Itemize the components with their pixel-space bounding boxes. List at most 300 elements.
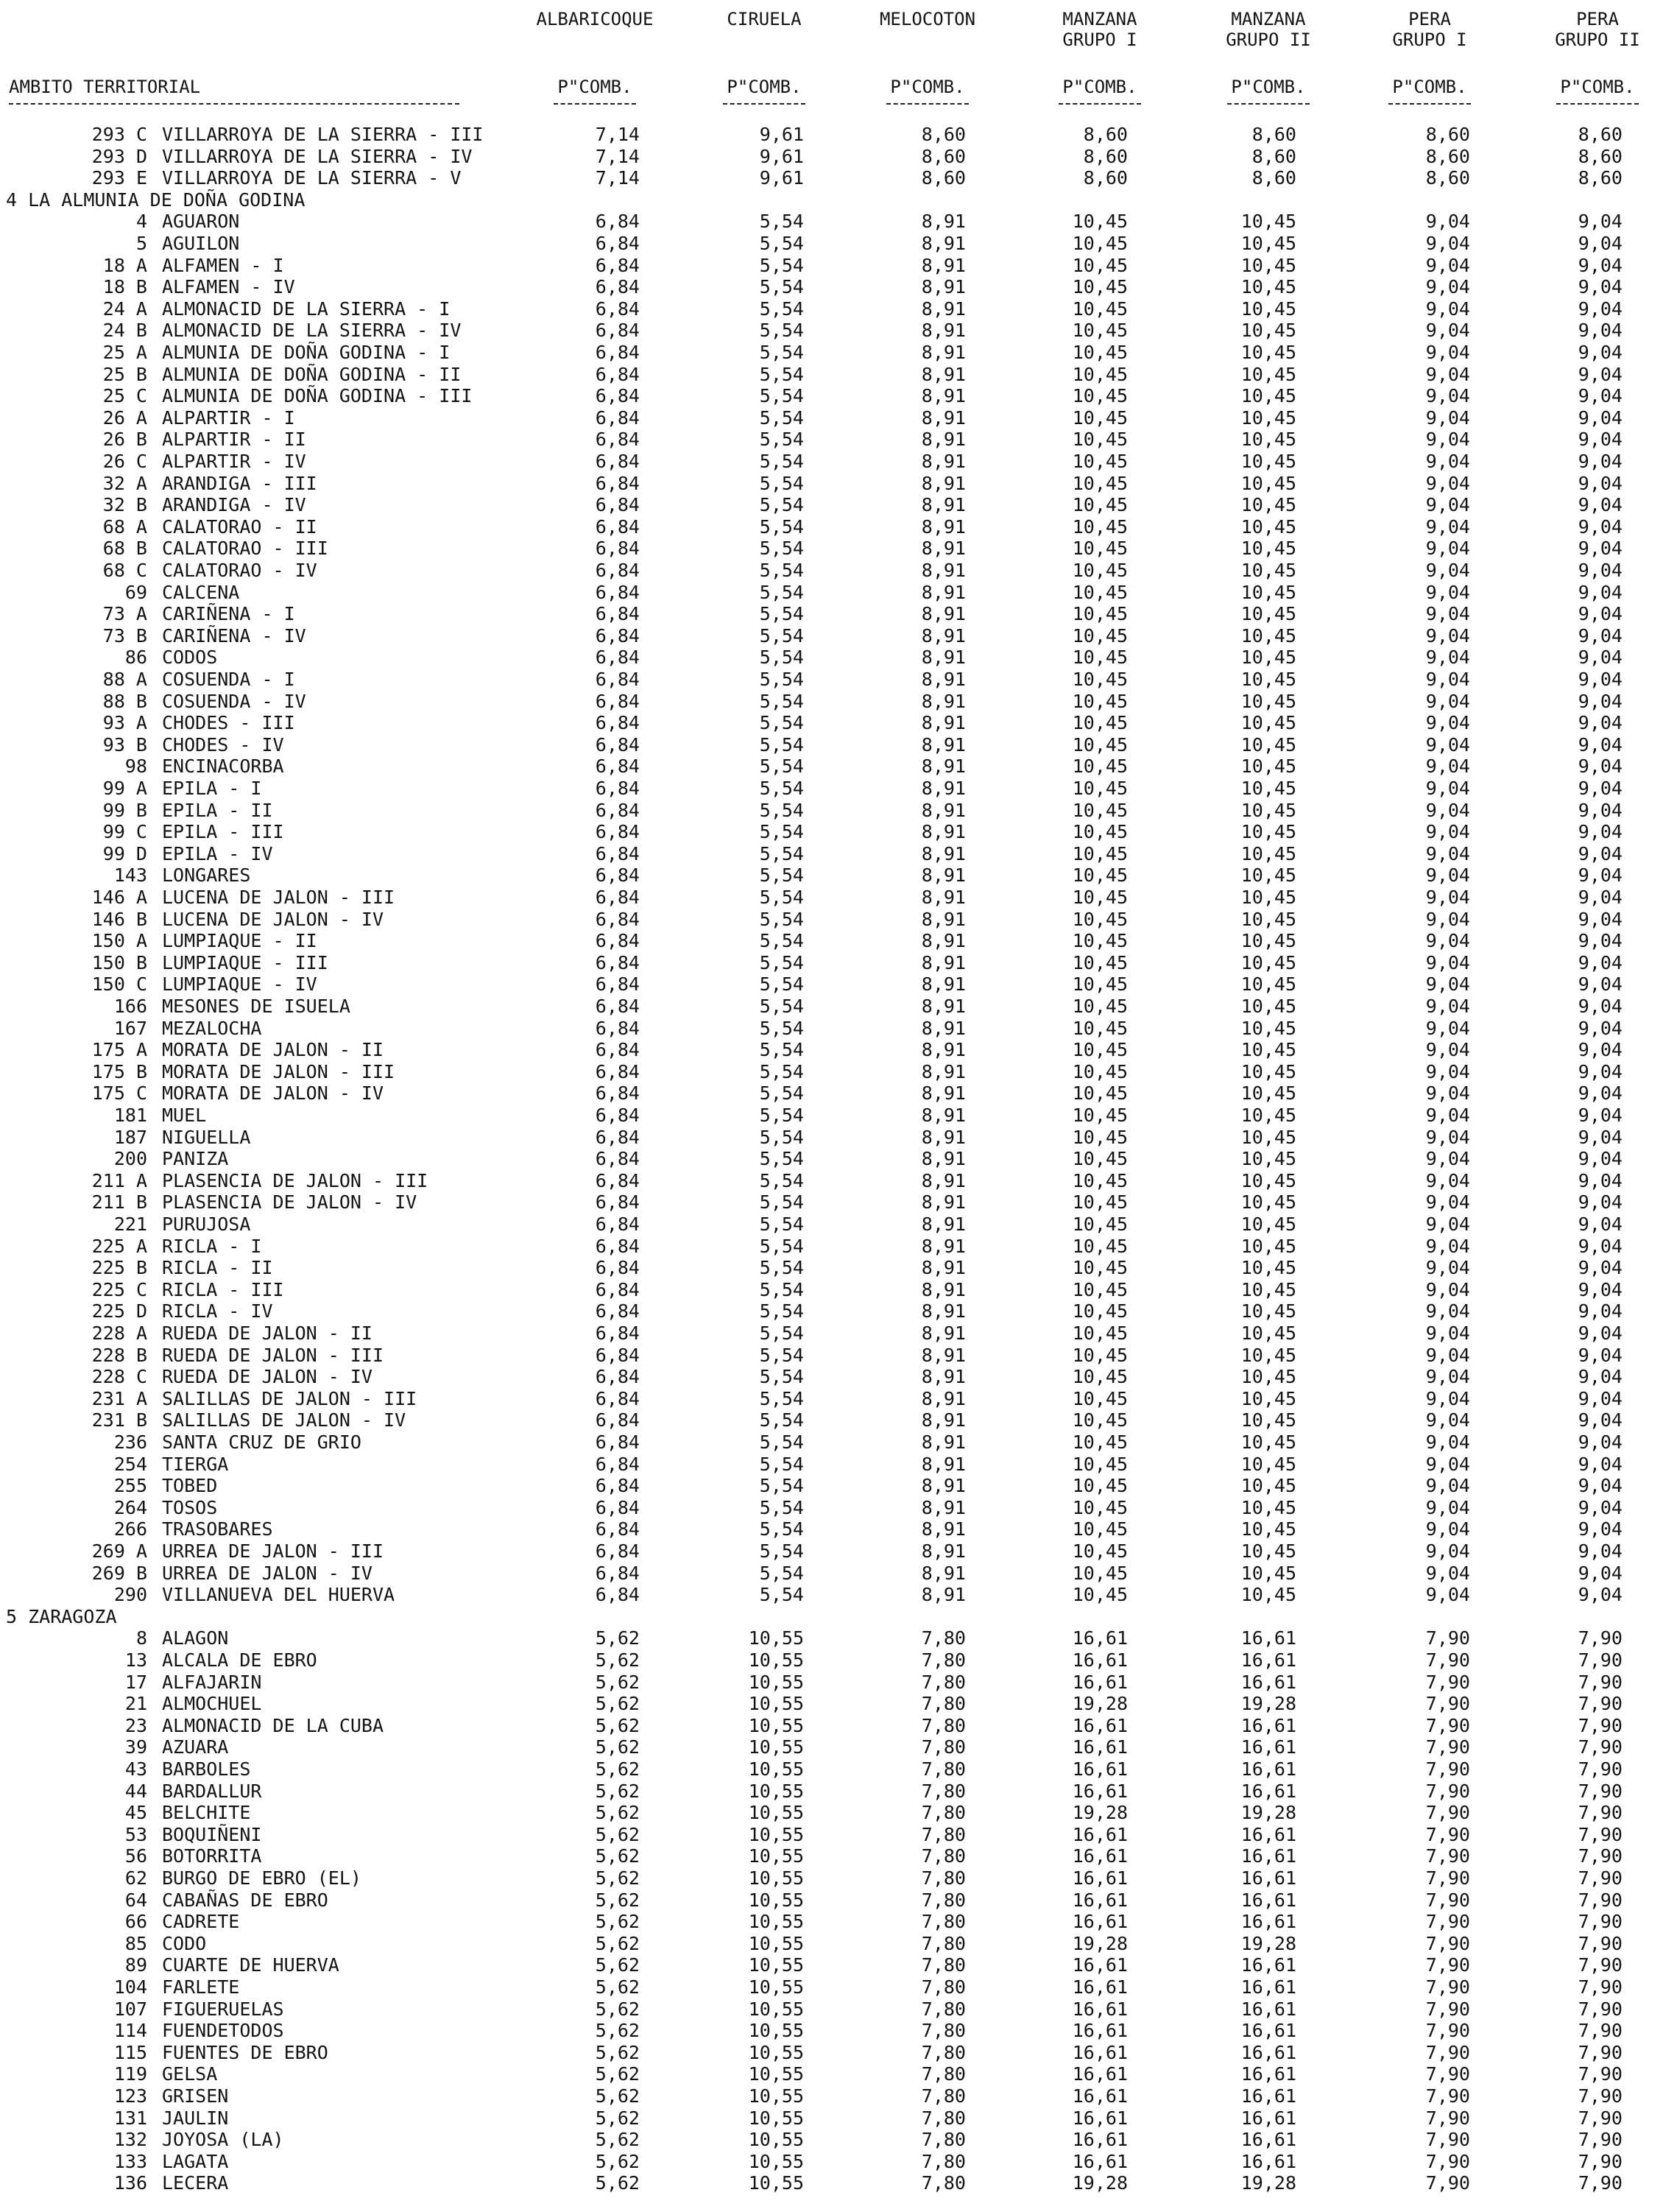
price-cell: 7,90 — [1578, 2085, 1623, 2107]
price-cell: 10,45 — [1240, 1388, 1296, 1409]
municipality-code: 136 — [113, 2172, 147, 2194]
municipality-name: MEZALOCHA — [162, 1018, 262, 1039]
price-cell: 8,91 — [921, 1257, 966, 1278]
price-cell: 7,90 — [1578, 2042, 1623, 2063]
price-cell: 6,84 — [595, 1475, 640, 1496]
price-cell: 16,61 — [1072, 1627, 1128, 1649]
municipality-code: 68 C — [102, 560, 147, 581]
price-cell: 6,84 — [595, 298, 640, 320]
price-cell: 19,28 — [1240, 1802, 1296, 1823]
price-cell: 10,45 — [1072, 603, 1128, 624]
price-cell: 5,54 — [759, 211, 804, 232]
price-cell: 7,90 — [1425, 1933, 1470, 1954]
price-cell: 5,54 — [759, 712, 804, 733]
municipality-code: 21 — [124, 1693, 147, 1714]
price-cell: 7,80 — [921, 2063, 966, 2085]
municipality-code: 8 — [135, 1627, 147, 1649]
price-cell: 6,84 — [595, 582, 640, 603]
price-cell: 10,45 — [1240, 973, 1296, 995]
price-cell: 10,55 — [748, 1627, 804, 1649]
price-cell: 9,04 — [1578, 342, 1623, 363]
price-cell: 10,45 — [1240, 1061, 1296, 1082]
territory-underline — [9, 103, 459, 105]
municipality-code: 293 E — [91, 167, 147, 189]
price-cell: 6,84 — [595, 1082, 640, 1104]
price-cell: 8,91 — [921, 1540, 966, 1562]
price-cell: 16,61 — [1240, 1780, 1296, 1802]
municipality-code: 115 — [113, 2042, 147, 2063]
price-cell: 9,04 — [1425, 1518, 1470, 1540]
price-cell: 9,04 — [1578, 1366, 1623, 1387]
municipality-code: 269 A — [91, 1540, 147, 1562]
municipality-name: ALPARTIR - I — [162, 407, 295, 429]
price-cell: 10,45 — [1072, 1518, 1128, 1540]
price-cell: 10,45 — [1240, 691, 1296, 712]
municipality-code: 25 B — [102, 364, 147, 385]
price-cell: 7,80 — [921, 1998, 966, 2020]
price-cell: 8,60 — [1083, 124, 1128, 145]
price-cell: 16,61 — [1072, 1736, 1128, 1758]
municipality-name: TIERGA — [162, 1454, 229, 1475]
price-cell: 8,91 — [921, 364, 966, 385]
price-cell: 10,45 — [1072, 451, 1128, 472]
municipality-name: RUEDA DE JALON - IV — [162, 1366, 373, 1387]
price-cell: 9,04 — [1578, 973, 1623, 995]
price-cell: 9,04 — [1578, 864, 1623, 886]
price-cell: 10,45 — [1240, 560, 1296, 581]
price-cell: 10,45 — [1240, 647, 1296, 668]
price-cell: 9,04 — [1578, 778, 1623, 799]
price-cell: 5,54 — [759, 734, 804, 755]
municipality-name: URREA DE JALON - IV — [162, 1563, 373, 1584]
price-cell: 8,91 — [921, 909, 966, 930]
price-cell: 9,04 — [1425, 342, 1470, 363]
price-cell: 8,60 — [1425, 124, 1470, 145]
municipality-name: LUCENA DE JALON - III — [162, 887, 395, 908]
price-cell: 9,04 — [1425, 734, 1470, 755]
price-cell: 9,04 — [1425, 930, 1470, 951]
price-cell: 5,54 — [759, 582, 804, 603]
price-cell: 8,91 — [921, 952, 966, 973]
price-cell: 9,04 — [1425, 1170, 1470, 1191]
price-cell: 6,84 — [595, 1214, 640, 1235]
price-cell: 6,84 — [595, 1148, 640, 1169]
municipality-code: 73 B — [102, 625, 147, 647]
price-cell: 5,54 — [759, 952, 804, 973]
price-cell: 9,04 — [1578, 1475, 1623, 1496]
price-cell: 10,45 — [1072, 1366, 1128, 1387]
price-cell: 9,04 — [1578, 1431, 1623, 1453]
price-cell: 9,04 — [1425, 298, 1470, 320]
price-cell: 7,80 — [921, 1649, 966, 1671]
price-cell: 8,91 — [921, 1388, 966, 1409]
price-cell: 9,04 — [1425, 473, 1470, 494]
price-cell: 9,04 — [1578, 691, 1623, 712]
municipality-code: 88 B — [102, 691, 147, 712]
price-cell: 10,55 — [748, 1954, 804, 1976]
price-cell: 9,04 — [1425, 211, 1470, 232]
price-cell: 7,90 — [1425, 1845, 1470, 1867]
price-cell: 9,04 — [1578, 669, 1623, 690]
price-cell: 9,04 — [1425, 1584, 1470, 1605]
municipality-name: BARBOLES — [162, 1758, 251, 1780]
municipality-code: 228 B — [91, 1345, 147, 1366]
municipality-code: 99 A — [102, 778, 147, 799]
price-cell: 10,45 — [1072, 538, 1128, 559]
column-title: ALBARICOQUE — [536, 9, 654, 29]
price-cell: 10,45 — [1240, 1127, 1296, 1148]
municipality-code: 255 — [113, 1475, 147, 1496]
municipality-name: CARIÑENA - IV — [162, 625, 306, 647]
municipality-code: 228 C — [91, 1366, 147, 1387]
price-cell: 10,45 — [1240, 909, 1296, 930]
price-cell: 9,04 — [1578, 1082, 1623, 1104]
price-cell: 9,04 — [1578, 1322, 1623, 1344]
price-cell: 5,54 — [759, 1518, 804, 1540]
price-cell: 9,04 — [1425, 320, 1470, 341]
municipality-code: 32 A — [102, 473, 147, 494]
price-cell: 9,04 — [1578, 429, 1623, 450]
price-cell: 9,04 — [1578, 298, 1623, 320]
price-cell: 16,61 — [1240, 2107, 1296, 2129]
price-cell: 7,90 — [1425, 1649, 1470, 1671]
price-cell: 9,04 — [1578, 1214, 1623, 1235]
price-cell: 7,90 — [1425, 1627, 1470, 1649]
price-cell: 7,90 — [1425, 2085, 1470, 2107]
price-cell: 5,54 — [759, 1148, 804, 1169]
price-cell: 10,45 — [1072, 1454, 1128, 1475]
price-cell: 8,91 — [921, 298, 966, 320]
price-cell: 8,91 — [921, 1345, 966, 1366]
price-cell: 6,84 — [595, 973, 640, 995]
municipality-code: 123 — [113, 2085, 147, 2107]
price-cell: 10,45 — [1240, 1540, 1296, 1562]
price-cell: 8,91 — [921, 1475, 966, 1496]
price-cell: 10,45 — [1240, 538, 1296, 559]
price-cell: 5,54 — [759, 1345, 804, 1366]
price-cell: 10,45 — [1240, 1039, 1296, 1060]
price-cell: 16,61 — [1240, 1845, 1296, 1867]
municipality-code: 24 B — [102, 320, 147, 341]
municipality-code: 107 — [113, 1998, 147, 2020]
price-cell: 6,84 — [595, 255, 640, 276]
municipality-code: 200 — [113, 1148, 147, 1169]
price-cell: 5,54 — [759, 364, 804, 385]
municipality-code: 99 B — [102, 800, 147, 821]
column-title: MANZANA — [1231, 9, 1306, 29]
municipality-name: RUEDA DE JALON - III — [162, 1345, 384, 1366]
price-cell: 10,55 — [748, 1802, 804, 1823]
price-cell: 5,62 — [595, 1867, 640, 1889]
price-cell: 10,45 — [1240, 298, 1296, 320]
municipality-name: PLASENCIA DE JALON - IV — [162, 1191, 417, 1213]
price-cell: 10,45 — [1240, 1322, 1296, 1344]
price-cell: 10,45 — [1072, 755, 1128, 777]
price-cell: 10,45 — [1072, 276, 1128, 297]
price-cell: 6,84 — [595, 385, 640, 406]
price-cell: 9,04 — [1578, 494, 1623, 515]
price-cell: 10,45 — [1072, 1388, 1128, 1409]
municipality-name: CADRETE — [162, 1911, 240, 1932]
price-cell: 6,84 — [595, 342, 640, 363]
price-cell: 8,91 — [921, 1170, 966, 1191]
price-cell: 7,90 — [1425, 1954, 1470, 1976]
price-cell: 6,84 — [595, 1431, 640, 1453]
price-cell: 10,45 — [1072, 516, 1128, 538]
price-cell: 7,80 — [921, 1933, 966, 1954]
price-cell: 16,61 — [1072, 1954, 1128, 1976]
price-cell: 7,90 — [1578, 2063, 1623, 2085]
price-cell: 6,84 — [595, 625, 640, 647]
price-cell: 9,04 — [1425, 1257, 1470, 1278]
price-cell: 10,55 — [748, 1845, 804, 1867]
municipality-name: ENCINACORBA — [162, 755, 284, 777]
municipality-code: 114 — [113, 2020, 147, 2041]
price-cell: 5,54 — [759, 1388, 804, 1409]
price-cell: 16,61 — [1072, 1998, 1128, 2020]
price-cell: 9,04 — [1578, 625, 1623, 647]
price-cell: 9,61 — [759, 146, 804, 167]
price-cell: 5,54 — [759, 1061, 804, 1082]
municipality-name: SALILLAS DE JALON - IV — [162, 1409, 406, 1431]
price-cell: 9,04 — [1578, 887, 1623, 908]
price-cell: 6,84 — [595, 1257, 640, 1278]
price-cell: 10,45 — [1240, 429, 1296, 450]
price-cell: 5,54 — [759, 1300, 804, 1322]
municipality-code: 26 C — [102, 451, 147, 472]
municipality-name: PLASENCIA DE JALON - III — [162, 1170, 428, 1191]
municipality-name: EPILA - I — [162, 778, 262, 799]
municipality-code: 25 C — [102, 385, 147, 406]
price-cell: 10,45 — [1072, 342, 1128, 363]
column-underline — [554, 103, 636, 105]
price-cell: 9,04 — [1425, 582, 1470, 603]
price-cell: 9,04 — [1425, 364, 1470, 385]
price-cell: 9,04 — [1425, 843, 1470, 864]
price-cell: 10,45 — [1240, 1300, 1296, 1322]
price-cell: 7,90 — [1425, 2172, 1470, 2194]
price-cell: 5,54 — [759, 1497, 804, 1518]
price-cell: 16,61 — [1072, 2129, 1128, 2150]
price-cell: 5,62 — [595, 1954, 640, 1976]
price-cell: 9,04 — [1578, 516, 1623, 538]
municipality-code: 53 — [124, 1824, 147, 1845]
municipality-name: ALFAMEN - I — [162, 255, 284, 276]
price-cell: 10,45 — [1240, 625, 1296, 647]
price-cell: 10,45 — [1072, 494, 1128, 515]
column-underline — [1556, 103, 1639, 105]
price-cell: 7,90 — [1578, 2107, 1623, 2129]
price-cell: 10,45 — [1240, 255, 1296, 276]
price-cell: 9,04 — [1425, 1061, 1470, 1082]
price-cell: 9,04 — [1578, 1105, 1623, 1126]
price-cell: 10,55 — [748, 1672, 804, 1693]
price-cell: 7,90 — [1578, 1649, 1623, 1671]
price-cell: 10,45 — [1072, 821, 1128, 842]
price-cell: 7,90 — [1578, 1780, 1623, 1802]
price-cell: 8,91 — [921, 407, 966, 429]
price-cell: 5,62 — [595, 1933, 640, 1954]
price-cell: 6,84 — [595, 909, 640, 930]
price-cell: 7,90 — [1578, 2129, 1623, 2150]
price-cell: 8,91 — [921, 1497, 966, 1518]
municipality-code: 68 A — [102, 516, 147, 538]
price-cell: 5,54 — [759, 1409, 804, 1431]
price-cell: 8,91 — [921, 691, 966, 712]
price-cell: 6,84 — [595, 1061, 640, 1082]
municipality-code: 225 D — [91, 1300, 147, 1322]
price-cell: 5,62 — [595, 1758, 640, 1780]
municipality-code: 18 A — [102, 255, 147, 276]
price-cell: 10,45 — [1240, 843, 1296, 864]
price-cell: 10,45 — [1240, 1170, 1296, 1191]
price-cell: 5,54 — [759, 1214, 804, 1235]
price-cell: 6,84 — [595, 647, 640, 668]
municipality-name: CODO — [162, 1933, 207, 1954]
municipality-code: 62 — [124, 1867, 147, 1889]
price-cell: 5,54 — [759, 320, 804, 341]
municipality-code: 175 A — [91, 1039, 147, 1060]
price-cell: 10,45 — [1240, 320, 1296, 341]
price-cell: 10,55 — [748, 2063, 804, 2085]
price-cell: 8,91 — [921, 1279, 966, 1300]
municipality-name: ALPARTIR - II — [162, 429, 306, 450]
price-cell: 9,04 — [1425, 1214, 1470, 1235]
price-cell: 7,90 — [1425, 1693, 1470, 1714]
price-cell: 10,45 — [1240, 582, 1296, 603]
price-cell: 10,55 — [748, 2172, 804, 2194]
price-cell: 9,04 — [1425, 952, 1470, 973]
price-cell: 10,45 — [1240, 1366, 1296, 1387]
price-cell: 10,45 — [1072, 778, 1128, 799]
price-cell: 10,55 — [748, 1758, 804, 1780]
price-cell: 10,45 — [1240, 211, 1296, 232]
price-cell: 10,45 — [1240, 930, 1296, 951]
price-cell: 7,90 — [1425, 1824, 1470, 1845]
price-cell: 7,90 — [1578, 1845, 1623, 1867]
price-cell: 16,61 — [1072, 1649, 1128, 1671]
column-underline — [1227, 103, 1310, 105]
price-cell: 9,04 — [1578, 276, 1623, 297]
price-cell: 8,60 — [1251, 146, 1296, 167]
price-cell: 10,55 — [748, 1933, 804, 1954]
price-cell: 10,45 — [1072, 930, 1128, 951]
price-cell: 19,28 — [1240, 1933, 1296, 1954]
municipality-name: FARLETE — [162, 1976, 240, 1998]
price-cell: 9,04 — [1425, 1236, 1470, 1257]
municipality-code: 266 — [113, 1518, 147, 1540]
price-cell: 7,80 — [921, 1867, 966, 1889]
group-heading: 4 LA ALMUNIA DE DOÑA GODINA — [6, 189, 306, 211]
column-subtitle: GRUPO II — [1226, 29, 1311, 50]
price-cell: 8,91 — [921, 1214, 966, 1235]
price-cell: 10,55 — [748, 2020, 804, 2041]
price-cell: 10,45 — [1072, 734, 1128, 755]
municipality-code: 175 C — [91, 1082, 147, 1104]
price-cell: 8,91 — [921, 538, 966, 559]
municipality-name: CUARTE DE HUERVA — [162, 1954, 339, 1976]
price-cell: 16,61 — [1240, 1976, 1296, 1998]
price-cell: 5,54 — [759, 1366, 804, 1387]
price-cell: 9,04 — [1425, 1563, 1470, 1584]
price-cell: 10,45 — [1240, 1475, 1296, 1496]
price-cell: 10,45 — [1240, 864, 1296, 886]
price-cell: 10,45 — [1240, 952, 1296, 973]
municipality-code: 293 D — [91, 146, 147, 167]
municipality-name: AGUILON — [162, 233, 240, 254]
price-cell: 10,45 — [1072, 473, 1128, 494]
price-cell: 5,62 — [595, 2129, 640, 2150]
price-cell: 5,54 — [759, 864, 804, 886]
column-subtitle: GRUPO I — [1392, 29, 1467, 50]
column-underline — [1388, 103, 1471, 105]
price-cell: 10,45 — [1072, 1236, 1128, 1257]
price-cell: 5,54 — [759, 385, 804, 406]
municipality-code: 104 — [113, 1976, 147, 1998]
price-cell: 9,04 — [1425, 1366, 1470, 1387]
price-cell: 16,61 — [1072, 1976, 1128, 1998]
municipality-name: ALMUNIA DE DOÑA GODINA - III — [162, 385, 473, 406]
price-cell: 16,61 — [1072, 2085, 1128, 2107]
price-cell: 10,45 — [1240, 669, 1296, 690]
municipality-code: 290 — [113, 1584, 147, 1605]
price-cell: 9,04 — [1425, 1127, 1470, 1148]
price-cell: 5,54 — [759, 298, 804, 320]
price-cell: 5,54 — [759, 755, 804, 777]
municipality-name: ALFAMEN - IV — [162, 276, 295, 297]
price-cell: 6,84 — [595, 1018, 640, 1039]
price-cell: 7,90 — [1578, 2172, 1623, 2194]
price-cell: 9,04 — [1578, 1409, 1623, 1431]
price-cell: 9,04 — [1425, 451, 1470, 472]
price-cell: 7,90 — [1578, 1976, 1623, 1998]
price-cell: 5,62 — [595, 2107, 640, 2129]
municipality-code: 167 — [113, 1018, 147, 1039]
column-subtitle: GRUPO I — [1062, 29, 1137, 50]
price-cell: 5,54 — [759, 887, 804, 908]
price-cell: 10,45 — [1072, 1191, 1128, 1213]
municipality-name: PURUJOSA — [162, 1214, 251, 1235]
municipality-code: 150 C — [91, 973, 147, 995]
price-cell: 9,04 — [1425, 1191, 1470, 1213]
price-cell: 7,90 — [1425, 1889, 1470, 1911]
price-cell: 10,45 — [1240, 1236, 1296, 1257]
municipality-name: VILLARROYA DE LA SIERRA - V — [162, 167, 462, 189]
price-cell: 9,04 — [1578, 647, 1623, 668]
price-cell: 8,60 — [1251, 124, 1296, 145]
price-cell: 8,91 — [921, 734, 966, 755]
price-cell: 9,04 — [1425, 1148, 1470, 1169]
price-cell: 7,80 — [921, 2129, 966, 2150]
price-cell: 6,84 — [595, 1191, 640, 1213]
price-cell: 9,04 — [1425, 1475, 1470, 1496]
price-cell: 16,61 — [1240, 1867, 1296, 1889]
municipality-name: ALMOCHUEL — [162, 1693, 262, 1714]
municipality-code: 225 B — [91, 1257, 147, 1278]
municipality-code: 43 — [124, 1758, 147, 1780]
municipality-code: 119 — [113, 2063, 147, 2085]
municipality-name: TOBED — [162, 1475, 218, 1496]
price-cell: 5,54 — [759, 1082, 804, 1104]
price-cell: 7,90 — [1578, 1627, 1623, 1649]
price-cell: 10,45 — [1072, 1563, 1128, 1584]
price-cell: 8,91 — [921, 1236, 966, 1257]
price-cell: 9,04 — [1425, 429, 1470, 450]
price-cell: 8,91 — [921, 320, 966, 341]
column-underline — [886, 103, 969, 105]
column-subtitle — [514, 29, 676, 51]
price-cell: 10,45 — [1072, 1148, 1128, 1169]
